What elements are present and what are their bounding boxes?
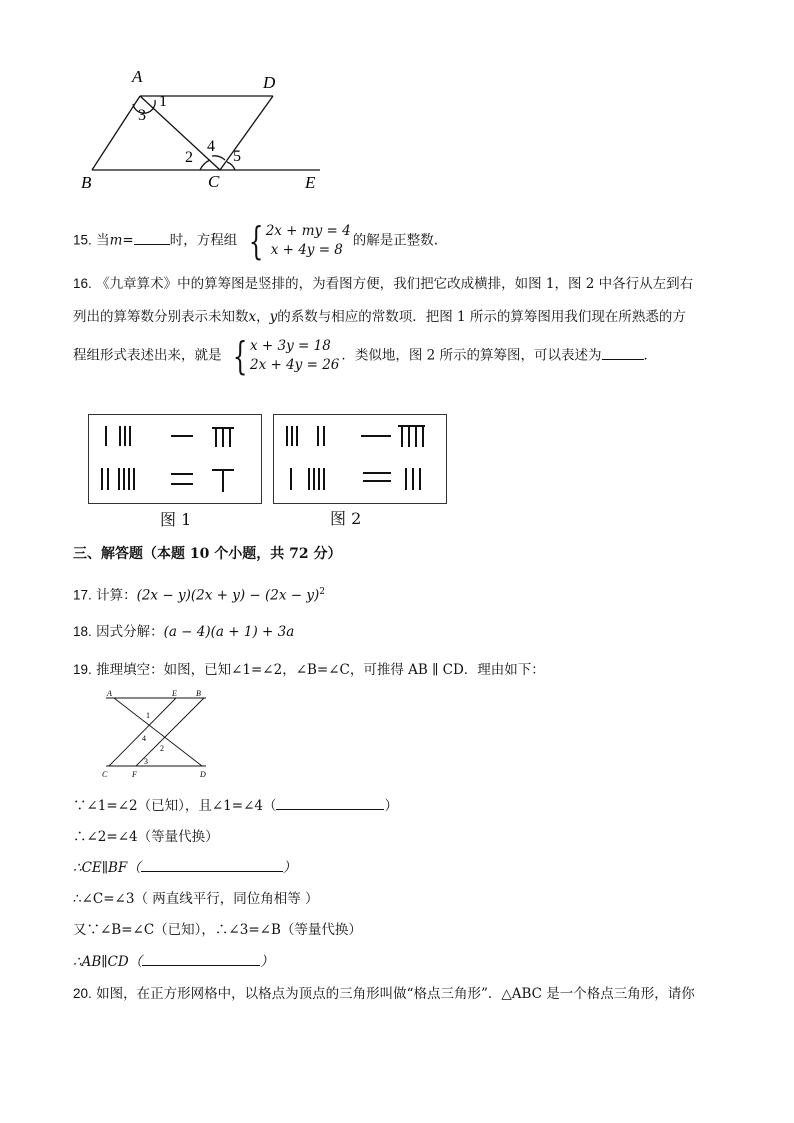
angle-2-label: 2	[185, 149, 193, 166]
point-E: E	[305, 173, 316, 192]
question-16-line-3: 程组形式表述出来，就是 { x + 3y = 18 2x + 4y = 26 ．类似地，图 2 所示的算筹图，可以表述为 ．	[73, 334, 658, 378]
fig19-point-D: D	[200, 770, 206, 779]
angle-3-label: 3	[138, 107, 146, 124]
question-16-line-2: 列出的算筹数分别表示未知数x，y的系数与相应的常数项．把图 1 所示的算筹图用我们现在所熟悉的方	[73, 309, 686, 325]
counting-rod-figure-2	[273, 414, 448, 504]
question-19: 19. 推理填空：如图，已知∠1=∠2，∠B=∠C，可推得 AB ∥ CD．理由如下：	[73, 662, 545, 678]
fig19-point-C: C	[102, 770, 108, 779]
figure-2-caption: 图 2	[330, 509, 362, 528]
proof-step-2: ∴∠2=∠4（等量代换）	[73, 829, 219, 845]
answer-blank-19-3[interactable]	[142, 953, 260, 966]
point-B: B	[81, 173, 92, 192]
answer-blank-19-2[interactable]	[141, 859, 283, 872]
counting-rod-figure-1	[88, 414, 263, 504]
figure-1-caption: 图 1	[160, 510, 192, 529]
fig19-point-F: F	[132, 770, 137, 779]
angle-4-label: 4	[207, 138, 215, 155]
point-D: D	[263, 73, 276, 92]
answer-blank-15[interactable]	[134, 232, 170, 245]
fig19-angle-3: 3	[144, 757, 148, 766]
proof-step-3: ∴CE∥BF（ ）	[73, 860, 297, 876]
question-16-line-1: 16. 《九章算术》中的算筹图是竖排的，为看图方便，我们把它改成横排，如图 1，图 2 中各行从左到右	[73, 276, 694, 292]
angle-5-label: 5	[233, 148, 241, 165]
answer-blank-19-1[interactable]	[276, 797, 384, 810]
section-3-title: 三、解答题（本题 10 个小题，共 72 分）	[73, 546, 342, 562]
geometry-figure-19	[98, 688, 213, 783]
question-18: 18. 因式分解：(a − 4)(a + 1) + 3a	[73, 624, 295, 640]
fig19-point-B: B	[196, 689, 201, 698]
fig19-point-A: A	[107, 689, 112, 698]
fig19-point-E: E	[172, 689, 177, 698]
equation-system-16: { x + 3y = 18 2x + 4y = 26	[232, 334, 340, 378]
proof-step-4: ∴∠C=∠3（ 两直线平行，同位角相等 ）	[73, 891, 319, 907]
question-20: 20. 如图，在正方形网格中，以格点为顶点的三角形叫做“格点三角形”．△ABC 是一个格点三角形，请你	[73, 986, 695, 1002]
fig19-angle-1: 1	[146, 711, 150, 720]
geometry-figure-1	[75, 60, 335, 200]
fig19-angle-4: 4	[142, 734, 146, 743]
question-15: 15. 当m= 时，方程组 { 2x + my = 4 x + 4y = 8 的解是正整数.	[73, 219, 438, 263]
equation-system-15: { 2x + my = 4 x + 4y = 8	[248, 219, 351, 263]
proof-step-6: ∴AB∥CD（ ）	[73, 954, 274, 970]
question-17: 17. 计算：$(2x - y)(2x + y) - (2x - y)^2$	[73, 587, 325, 604]
angle-1-label: 1	[159, 93, 167, 110]
answer-blank-16[interactable]	[602, 347, 644, 360]
proof-step-5: 又∵∠B=∠C（已知），∴∠3=∠B（等量代换）	[73, 922, 362, 938]
point-C: C	[208, 172, 220, 191]
fig19-angle-2: 2	[160, 744, 164, 753]
point-A: A	[132, 67, 143, 86]
proof-step-1: ∵∠1=∠2（已知），且∠1=∠4（ ）	[73, 798, 398, 814]
